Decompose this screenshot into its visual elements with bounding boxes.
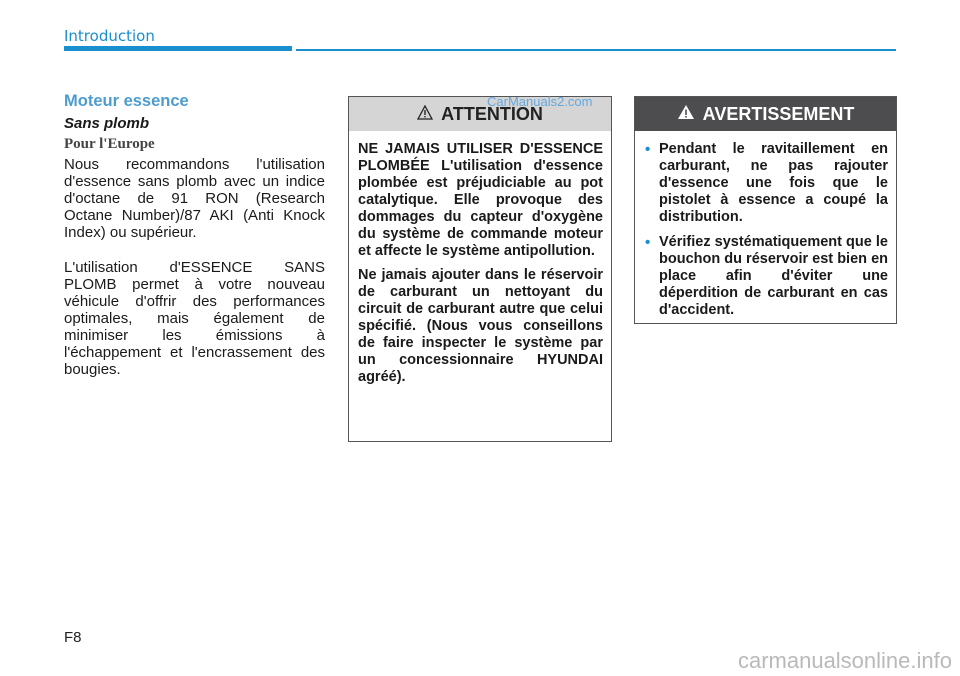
warning-box (634, 96, 897, 324)
bullet-dot-icon: • (645, 141, 651, 158)
watermark-link[interactable]: CarManuals2.com (487, 94, 593, 109)
subsection-title: Sans plomb (64, 115, 150, 132)
warning-title: AVERTISSEMENT (702, 103, 855, 124)
attention-box (348, 96, 612, 442)
unleaded-benefit-paragraph: L'utilisation d'ESSENCE SANS PLOMB permet à votre nouveau véhicule d'offrir des performances optimales, mais également de minimiser les émissions à l'échappement et l'encrassement des bougies. (64, 259, 325, 378)
page-number: F8 (64, 629, 82, 646)
attention-paragraph-2: Ne jamais ajouter dans le réservoir de carburant un nettoyant du circuit de carburant autre que celui spécifié. (Nous vous conseillons de faire inspecter le système par un concessionnaire HYUNDAI agréé). (358, 267, 603, 385)
list-item: • Vérifiez systématiquement que le bouchon du réservoir est bien en place afin d'éviter une déperdition de carburant en cas d'accident. (645, 234, 888, 318)
header-rule-thin (296, 49, 896, 51)
attention-paragraph-1: NE JAMAIS UTILISER D'ESSENCE PLOMBÉE L'utilisation d'essence plombée est préjudiciable au pot catalytique. Elle provoque des dommages du capteur d'oxygène du système de commande moteur et affecte le système antipollution. (358, 141, 603, 259)
warning-triangle-icon (677, 104, 695, 125)
warning-header (635, 97, 896, 131)
section-header: Introduction (64, 27, 155, 45)
warning-triangle-icon (417, 104, 433, 125)
region-label: Pour l'Europe (64, 136, 155, 152)
warning-body (635, 131, 896, 335)
list-item: • Pendant le ravitaillement en carburant, ne pas rajouter d'essence une fois que le pistolet à essence a coupé la distribution. (645, 141, 888, 225)
attention-title: ATTENTION (441, 103, 543, 124)
bullet-dot-icon: • (645, 234, 651, 251)
section-title: Moteur essence (64, 92, 189, 110)
warning-list (644, 141, 888, 319)
footer-watermark: carmanualsonline.info (737, 648, 952, 673)
left-column (64, 92, 325, 396)
attention-body (349, 131, 611, 401)
fuel-recommendation-paragraph: Nous recommandons l'utilisation d'essence sans plomb avec un indice d'octane de 91 RON (Research Octane Number)/87 AKI (Anti Knock Index) ou supérieur. (64, 156, 325, 241)
header-rule-thick (64, 46, 292, 51)
